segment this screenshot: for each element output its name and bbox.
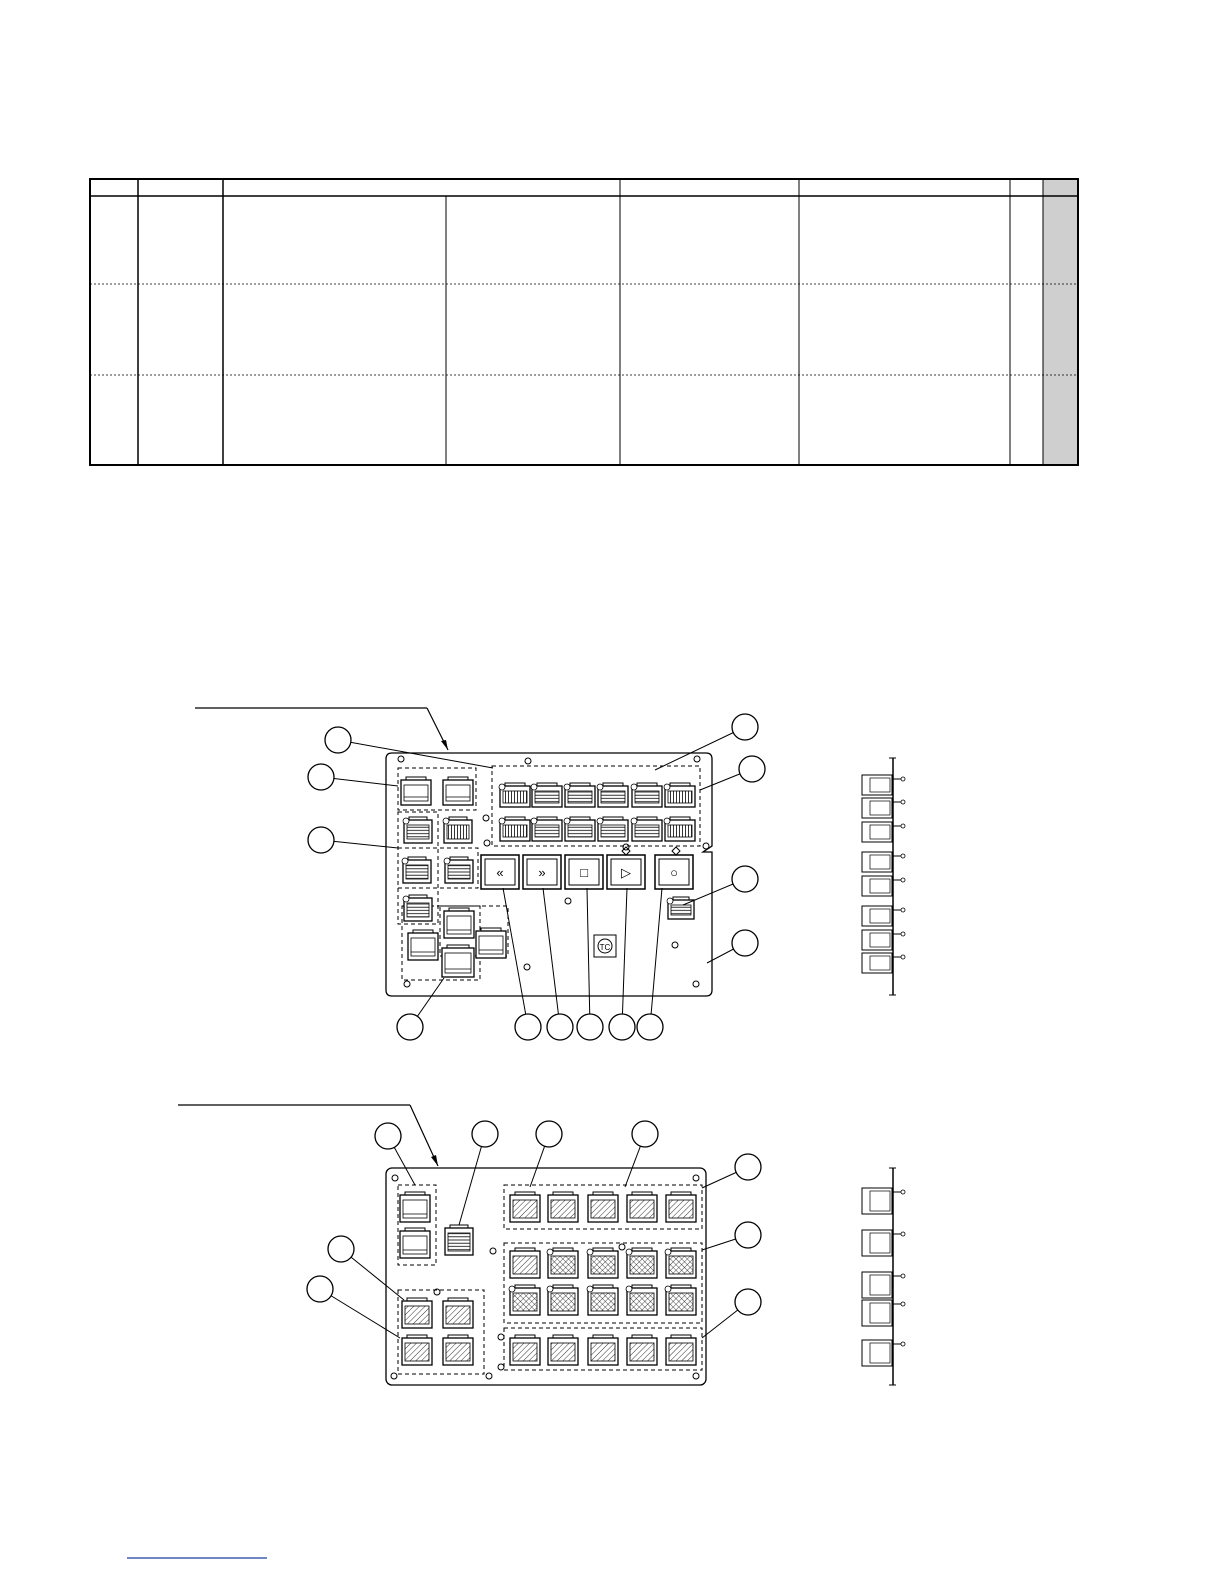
indicator-marker — [672, 847, 680, 855]
key-cap — [631, 817, 662, 841]
bottom-panel-side-view — [862, 1168, 905, 1385]
led-indicator — [509, 1286, 515, 1292]
key-cap — [564, 783, 595, 807]
key-cap — [587, 1285, 618, 1315]
key-cap — [666, 1335, 696, 1365]
led-indicator — [403, 896, 409, 902]
key-cap — [444, 908, 474, 938]
bottom-panel-front-view — [178, 1105, 761, 1385]
rewind-button — [481, 855, 519, 889]
rotary-encoder — [594, 935, 616, 957]
key-cap — [400, 1192, 430, 1222]
key-cap — [548, 1335, 578, 1365]
callout-bubble — [702, 1289, 761, 1338]
callout-bubble — [325, 727, 493, 768]
parts-table — [90, 179, 1078, 465]
key-cap — [664, 817, 695, 841]
callout-bubble — [328, 1236, 404, 1300]
key-cap — [667, 897, 694, 919]
callout-bubble — [375, 1123, 415, 1185]
led-indicator — [547, 1286, 553, 1292]
callout-bubble — [707, 930, 758, 963]
key-cap — [443, 777, 473, 805]
led-indicator — [631, 818, 637, 824]
key-cap — [402, 1298, 432, 1328]
record-button — [655, 855, 693, 889]
side-connector — [862, 930, 905, 950]
led-indicator — [531, 818, 537, 824]
key-cap — [443, 1335, 473, 1365]
callout-bubble — [543, 888, 573, 1040]
table-shade-column — [1043, 179, 1078, 465]
key-cap — [476, 928, 506, 958]
key-cap — [627, 1192, 657, 1222]
key-cap — [499, 783, 530, 807]
callout-bubble — [308, 827, 398, 853]
transport-button-row — [481, 847, 693, 889]
callout-bubble — [459, 1121, 498, 1225]
key-cap — [445, 1225, 473, 1255]
key-cap — [402, 1335, 432, 1365]
led-indicator — [443, 818, 449, 824]
key-cap — [442, 945, 474, 977]
led-indicator — [587, 1249, 593, 1255]
side-connector — [862, 906, 905, 926]
key-cap — [588, 1335, 618, 1365]
key-cap — [665, 1248, 696, 1278]
side-connector — [862, 822, 905, 842]
panel-outline — [386, 1168, 706, 1385]
leader-arrow — [431, 1155, 438, 1166]
callout-bubble — [702, 1222, 761, 1250]
key-cap — [631, 783, 662, 807]
play-icon: ▷ — [621, 865, 631, 880]
top-panel-side-view — [862, 758, 905, 995]
side-connector — [862, 852, 905, 872]
led-indicator — [564, 784, 570, 790]
led-indicator — [531, 784, 537, 790]
side-connector — [862, 798, 905, 818]
callout-bubble — [530, 1121, 562, 1187]
led-indicator — [664, 784, 670, 790]
side-connector — [862, 1188, 905, 1214]
key-cap — [665, 1285, 696, 1315]
key-cap — [627, 1335, 657, 1365]
callout-bubble — [637, 888, 663, 1040]
led-indicator — [499, 784, 505, 790]
led-indicator — [626, 1249, 632, 1255]
key-cap — [403, 817, 432, 843]
callout-bubble — [609, 888, 635, 1040]
fast-forward-button — [523, 855, 561, 889]
key-cap — [443, 817, 472, 843]
key-cap — [547, 1285, 578, 1315]
key-cap — [400, 1228, 430, 1258]
key-cap — [531, 783, 562, 807]
rewind-icon: « — [496, 865, 504, 880]
led-indicator — [631, 784, 637, 790]
led-indicator — [626, 1286, 632, 1292]
led-indicator — [499, 818, 505, 824]
key-cap — [401, 777, 431, 805]
key-cap — [443, 1298, 473, 1328]
callout-bubble — [625, 1121, 658, 1187]
led-indicator — [665, 1286, 671, 1292]
callout-bubble — [702, 1154, 761, 1188]
callout-bubble — [308, 764, 398, 790]
play-button — [607, 855, 645, 889]
side-connector — [862, 1272, 905, 1298]
fast-forward-icon: » — [538, 865, 546, 880]
key-cap — [664, 783, 695, 807]
callout-bubble — [503, 888, 541, 1040]
led-indicator — [403, 818, 409, 824]
key-cap — [403, 895, 432, 921]
key-cap — [408, 930, 438, 960]
side-connector — [862, 1340, 905, 1366]
leader-arrow — [441, 740, 448, 750]
record-icon: ○ — [670, 865, 678, 880]
led-indicator — [665, 1249, 671, 1255]
bottom-panel-keys — [400, 1192, 696, 1365]
led-indicator — [597, 784, 603, 790]
svg-text:TC: TC — [599, 943, 611, 952]
key-cap — [499, 817, 530, 841]
key-cap — [402, 857, 431, 883]
key-cap — [531, 817, 562, 841]
key-cap — [666, 1192, 696, 1222]
key-cap — [587, 1248, 618, 1278]
key-cap — [510, 1335, 540, 1365]
key-cap — [588, 1192, 618, 1222]
callout-bubble — [577, 888, 603, 1040]
side-connector — [862, 1300, 905, 1326]
top-panel-front-view — [195, 708, 765, 1040]
key-cap — [597, 783, 628, 807]
side-connector — [862, 876, 905, 896]
stop-button — [565, 855, 603, 889]
side-connector — [862, 953, 905, 973]
key-cap — [510, 1192, 540, 1222]
led-indicator — [587, 1286, 593, 1292]
callout-bubble — [683, 866, 758, 905]
key-cap — [564, 817, 595, 841]
key-cap — [444, 857, 473, 883]
stop-icon: □ — [580, 865, 588, 880]
key-cap — [626, 1285, 657, 1315]
key-cap — [626, 1248, 657, 1278]
led-indicator — [444, 858, 450, 864]
key-cap — [548, 1192, 578, 1222]
led-indicator — [664, 818, 670, 824]
key-cap — [597, 817, 628, 841]
side-connector — [862, 1230, 905, 1256]
key-cap — [547, 1248, 578, 1278]
key-cap — [510, 1248, 540, 1278]
led-indicator — [667, 898, 673, 904]
led-indicator — [547, 1249, 553, 1255]
side-connector — [862, 775, 905, 795]
callout-bubble — [700, 756, 765, 790]
led-indicator — [597, 818, 603, 824]
led-indicator — [564, 818, 570, 824]
table-border — [90, 179, 1078, 465]
key-cap — [509, 1285, 540, 1315]
led-indicator — [402, 858, 408, 864]
callout-bubble — [397, 978, 444, 1040]
